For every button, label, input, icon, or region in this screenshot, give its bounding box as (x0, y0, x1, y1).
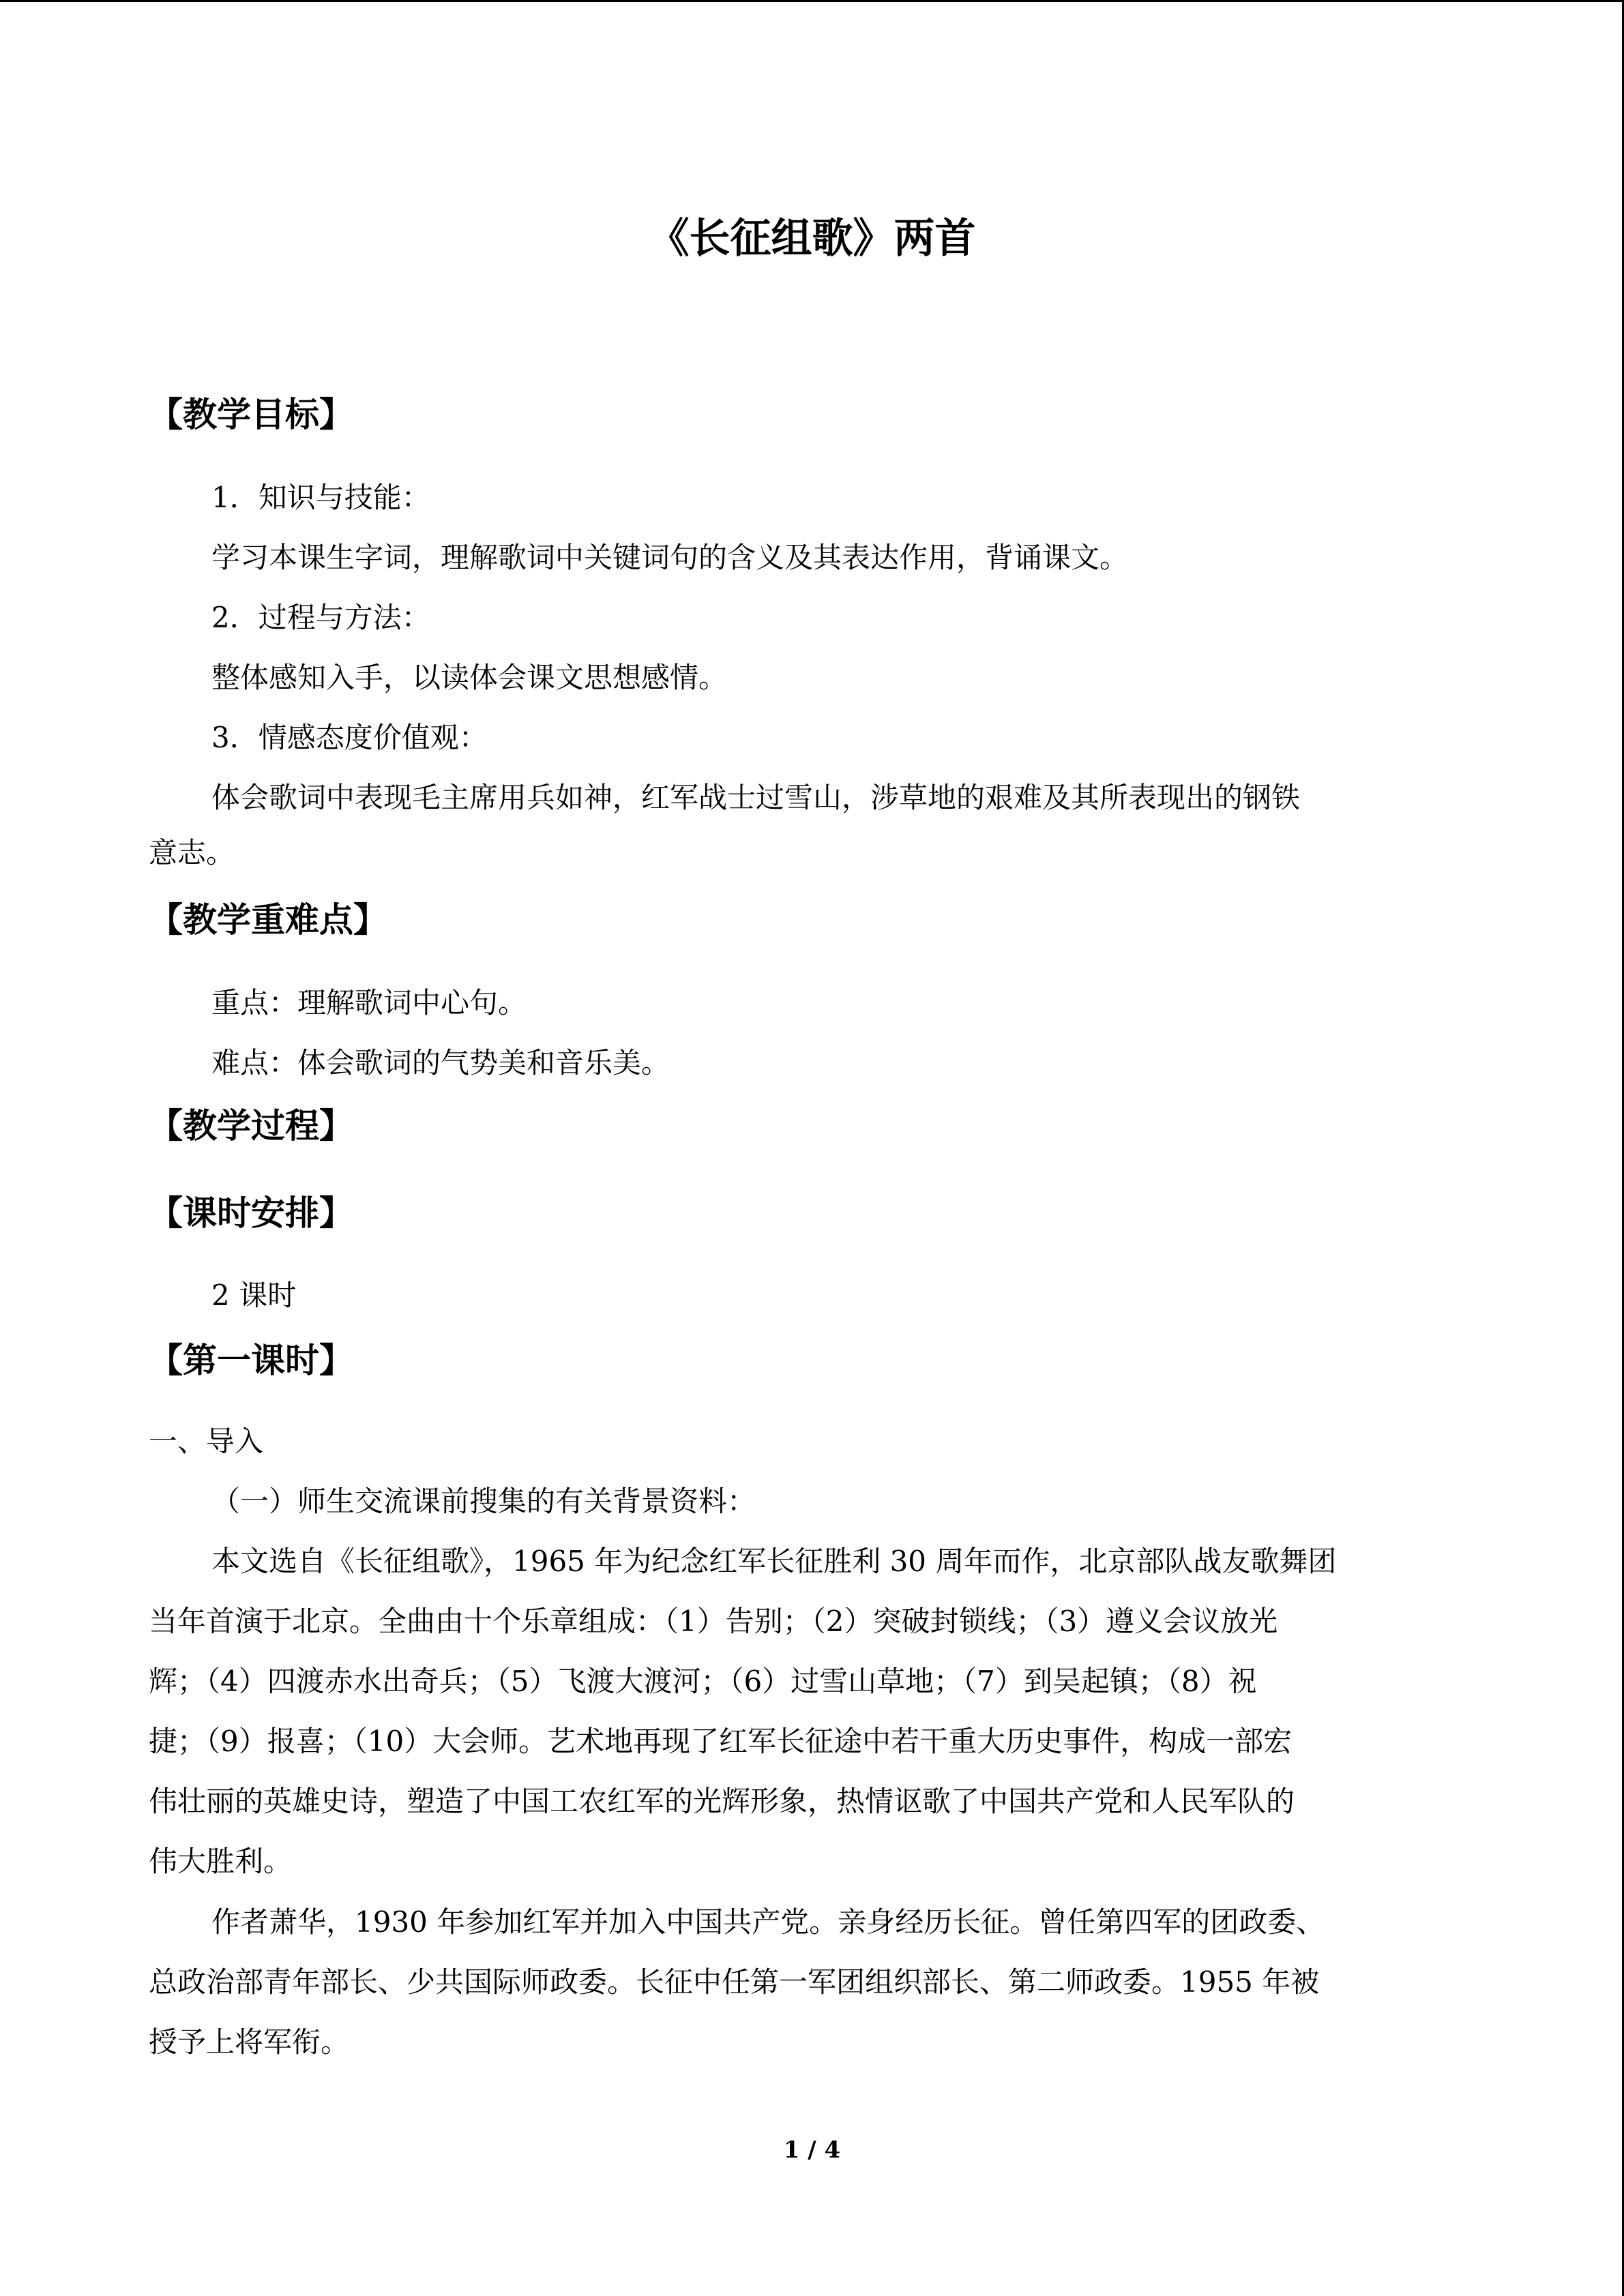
author-paragraph (149, 1892, 1475, 2072)
heading-first-lesson: 【第一课时】 (149, 1341, 353, 1380)
objective-1-text: 学习本课生字词，理解歌词中关键词句的含义及其表达作用，背诵课文。 (211, 541, 1129, 574)
difficulty-text: 难点：体会歌词的气势美和音乐美。 (211, 1046, 670, 1079)
background-paragraph-1 (149, 1532, 1475, 1892)
key-point-text: 重点：理解歌词中心句。 (211, 986, 527, 1019)
paragraph-line: 授予上将军衔。 (149, 2025, 350, 2059)
objective-1-label: 1．知识与技能： (211, 481, 430, 514)
paragraph-line: 伟壮丽的英雄史诗，塑造了中国工农红军的光辉形象，热情讴歌了中国共产党和人民军队的 (149, 1785, 1295, 1818)
heading-teaching-objectives: 【教学目标】 (149, 395, 353, 434)
objective-2-text: 整体感知入手，以读体会课文思想感情。 (211, 661, 728, 694)
background-subheading: （一）师生交流课前搜集的有关背景资料： (211, 1485, 756, 1518)
paragraph-line: 作者萧华，1930 年参加红军并加入中国共产党。亲身经历长征。曾任第四军的团政委、 (211, 1905, 1325, 1939)
intro-label: 一、导入 (149, 1425, 264, 1458)
schedule-text: 2 课时 (211, 1279, 297, 1312)
paragraph-line: 辉；（4）四渡赤水出奇兵；（5）飞渡大渡河；（6）过雪山草地；（7）到吴起镇；（8）祝 (149, 1665, 1257, 1698)
heading-schedule: 【课时安排】 (149, 1193, 353, 1233)
paragraph-line: 捷；（9）报喜；（10）大会师。艺术地再现了红军长征途中若干重大历史事件，构成一部宏 (149, 1725, 1293, 1758)
objective-3-label: 3．情感态度价值观： (211, 721, 488, 754)
paragraph-line: 当年首演于北京。全曲由十个乐章组成：（1）告别；（2）突破封锁线；（3）遵义会议放光 (149, 1605, 1278, 1638)
page-number: 1 / 4 (783, 2136, 841, 2164)
paragraph-line: 总政治部青年部长、少共国际师政委。长征中任第一军团组织部长、第二师政委。1955 年被 (149, 1965, 1320, 1999)
heading-teaching-process: 【教学过程】 (149, 1106, 353, 1146)
paragraph-line: 本文选自《长征组歌》，1965 年为纪念红军长征胜利 30 周年而作，北京部队战友歌舞团 (211, 1545, 1337, 1578)
paragraph-line: 伟大胜利。 (149, 1845, 293, 1878)
objective-3-text-line1: 体会歌词中表现毛主席用兵如神，红军战士过雪山，涉草地的艰难及其所表现出的钢铁 (211, 781, 1301, 814)
document-title: 《长征组歌》两首 (648, 215, 976, 263)
heading-key-points: 【教学重难点】 (149, 900, 387, 940)
objective-2-label: 2．过程与方法： (211, 601, 430, 634)
objective-3-text-line2: 意志。 (149, 836, 235, 869)
